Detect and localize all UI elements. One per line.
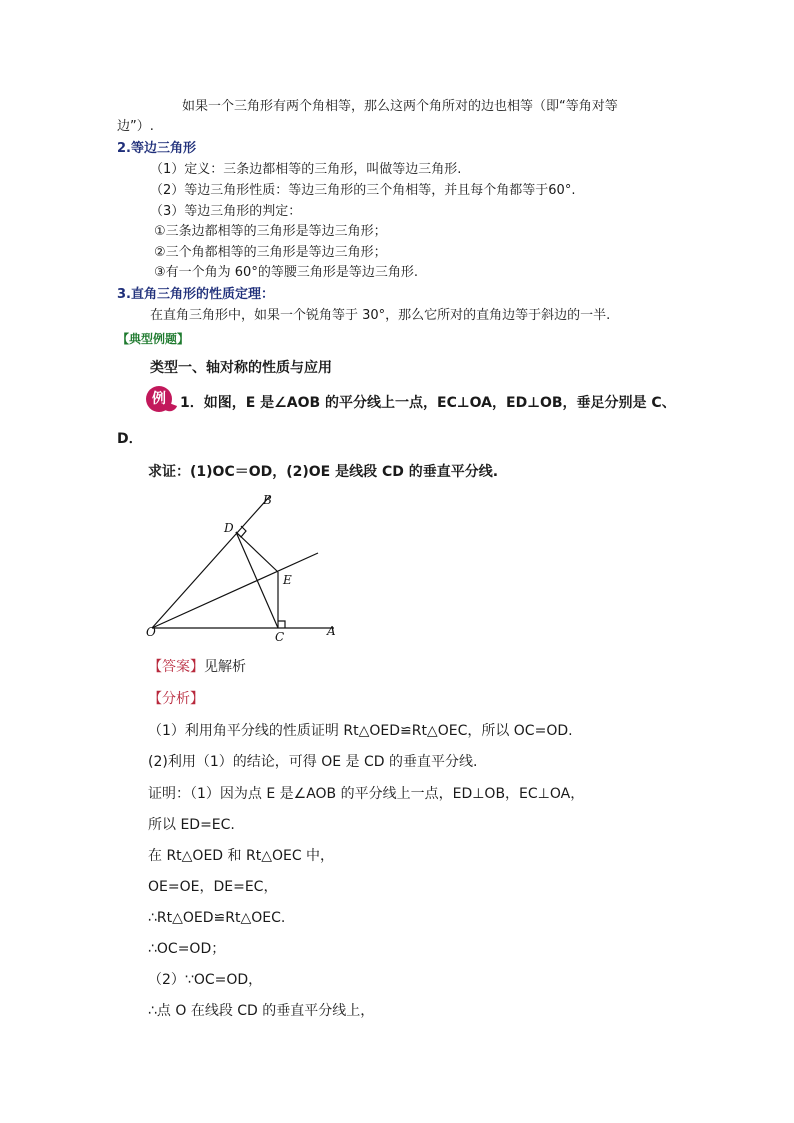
type-1-heading: 类型一、轴对称的性质与应用 [150,360,332,376]
section-2-item-2: （2）等边三角形性质：等边三角形的三个角相等，并且每个角都等于60°. [150,183,576,198]
label-a: A [327,624,336,638]
section-2-item-3: （3）等边三角形的判定： [150,204,302,219]
label-e: E [283,573,292,587]
ray-ob [152,496,270,628]
section-2-item-1: （1）定义：三条边都相等的三角形，叫做等边三角形. [150,162,462,177]
section-2-item-5: ②三个角都相等的三角形是等边三角形； [154,245,387,260]
example-line-2: D． [117,431,143,447]
answer-line [148,658,246,676]
segment-dc [236,532,278,628]
bisector-oe [152,553,318,628]
example-prove: 求证：(1)OC＝OD，(2)OE 是线段 CD 的垂直平分线. [148,464,499,480]
section-2-item-4: ①三条边都相等的三角形是等边三角形； [154,224,387,239]
analysis-line-8: ∴OC=OD； [148,941,226,957]
section-3-text: 在直角三角形中，如果一个锐角等于 30°，那么它所对的直角边等于斜边的一半. [150,308,611,323]
examples-heading: 【典型例题】 [117,332,190,346]
analysis-line-7: ∴Rt△OED≌Rt△OEC. [148,910,286,926]
example-badge: 例 [146,386,172,412]
section-3-heading: 3.直角三角形的性质定理： [117,287,274,302]
label-d: D [224,521,234,535]
label-c: C [275,630,285,644]
analysis-line-6: OE=OE，DE=EC， [148,879,278,895]
section-2-heading: 2.等边三角形 [117,141,196,156]
intro-line-2: 边”）. [117,119,154,134]
analysis-line-5: 在 Rt△OED 和 Rt△OEC 中， [148,848,335,864]
analysis-tag: 【分析】 [148,691,204,707]
analysis-line-4: 所以 ED=EC. [148,817,235,833]
segment-de [236,532,278,572]
right-angle-c [278,621,285,628]
analysis-line-1: （1）利用角平分线的性质证明 Rt△OED≌Rt△OEC，所以 OC=OD. [148,723,573,739]
answer-tag: 【答案】 [148,659,204,675]
geometry-figure [140,490,360,650]
label-o: O [146,625,156,639]
analysis-line-3: 证明：（1）因为点 E 是∠AOB 的平分线上一点，ED⊥OB，EC⊥OA， [148,786,585,802]
analysis-line-9: （2）∵OC=OD， [148,972,263,988]
intro-line-1: 如果一个三角形有两个角相等，那么这两个角所对的边也相等（即“等角对等 [182,99,618,114]
answer-text: 见解析 [204,659,246,675]
analysis-line-10: ∴点 O 在线段 CD 的垂直平分线上， [148,1003,375,1019]
section-2-item-6: ③有一个角为 60°的等腰三角形是等边三角形. [154,265,418,280]
analysis-line-2: (2)利用（1）的结论，可得 OE 是 CD 的垂直平分线. [148,754,478,770]
example-line-1: 1．如图，E 是∠AOB 的平分线上一点，EC⊥OA，ED⊥OB，垂足分别是 C、 [180,395,676,411]
label-b: B [263,493,272,507]
